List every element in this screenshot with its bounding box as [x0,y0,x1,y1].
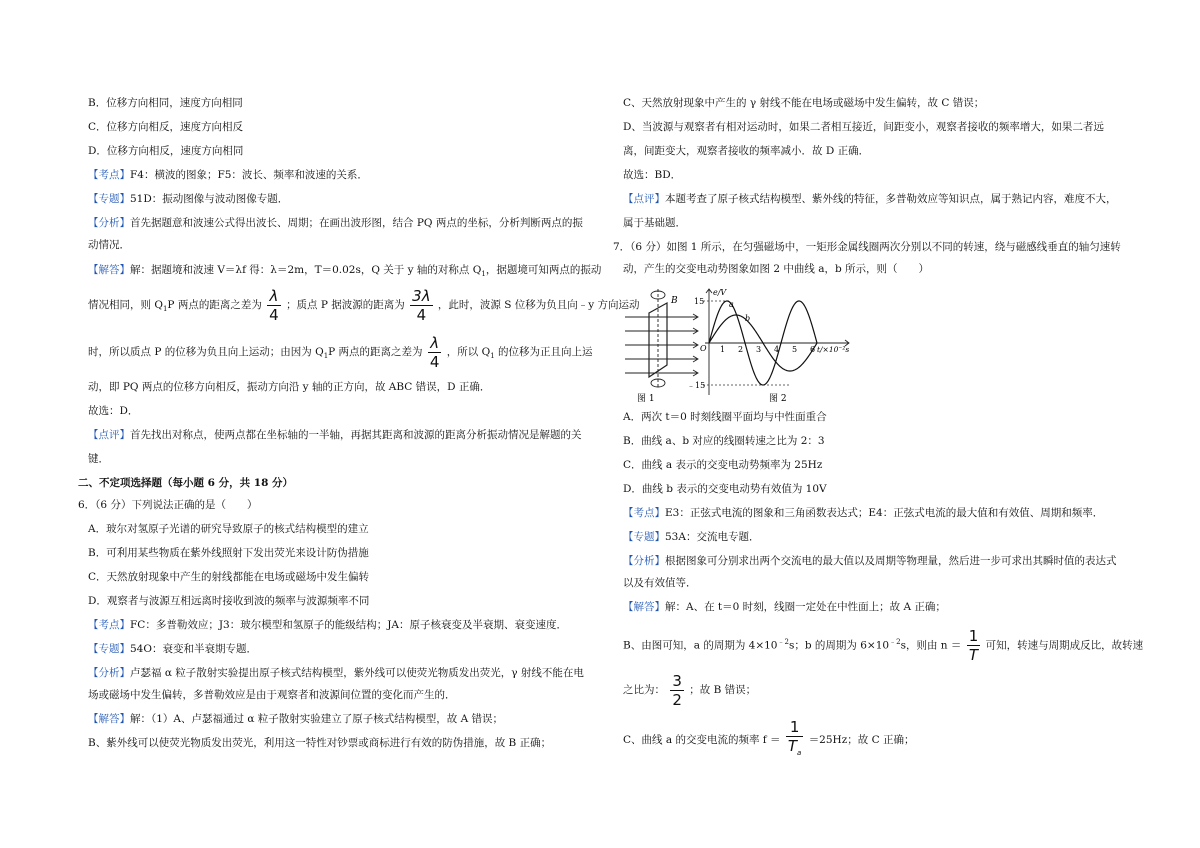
field-label: B [671,296,678,306]
figure-2 [703,289,849,395]
y-axis-label: e/V [713,288,727,297]
tag: 【专题】 [88,643,130,655]
dianping-text: 首先找出对称点，使两点都在坐标轴的一半轴，再据其距离和波源的距离分析振动情况是解题的关 [130,429,582,441]
fraction-1-over-ta [786,718,803,762]
fraction-1-over-t [967,627,981,664]
zhuanti-6 [88,642,257,656]
q6-option-c: C．天然放射现象中产生的射线都能在电场或磁场中发生偏转 [88,571,370,583]
denominator [786,737,803,762]
tag: 【分析】 [88,667,130,679]
text: 本题考查了原子核式结构模型、紫外线的特征，多普勒效应等知识点，属于熟记内容，难度不大， [665,193,1117,205]
tag: 【解答】 [623,601,665,613]
text: ＝25Hz；故 C 正确； [808,734,915,746]
tag: 【考点】 [88,619,130,631]
fenxi-6 [88,666,584,680]
q6-option-b: B．可利用某些物质在紫外线照射下发出荧光来设计防伪措施 [88,547,369,559]
kaodian-line [88,168,368,182]
numerator: 1 [786,718,803,737]
option-c: C．位移方向相反，速度方向相反 [88,121,244,133]
text: P 两点的距离之差为 [167,299,262,311]
kaodian-6 [88,618,567,632]
fenxi-tag: 【分析】 [88,217,130,229]
zhuanti-7 [623,530,759,544]
text: ；故 B 错误； [689,684,757,696]
tick-1: 1 [720,345,726,354]
tick-15: 15 [694,297,705,306]
jieda-tag: 【解答】 [88,264,130,276]
text: ，所以 Q [446,346,491,358]
option-b: B．位移方向相同，速度方向相同 [88,97,243,109]
q6-option-a: A．玻尔对氢原子光谱的研究导致原子的核式结构模型的建立 [88,523,369,535]
text: 53A：交流电专题． [665,531,760,543]
jieda-7-line-4 [623,718,914,762]
tick-6: 6 [810,345,816,354]
tick-3: 3 [756,345,762,354]
curve-a-label: a [729,300,734,309]
text: ，此时，波源 S 位移为负且向﹣y 方向运动 [437,299,640,311]
q6-option-d: D．观察者与波源互相远离时接收到波的频率与波源频率不同 [88,595,370,607]
text: 之比为： [623,684,665,696]
numerator: 1 [968,627,979,645]
fraction-lambda-4b [428,334,442,371]
line-d: D、当波源与观察者有相对运动时，如果二者相互接近，间距变小，观察者接收的频率增大，如果二者远 [623,121,1104,133]
jieda-text: 解：据题境和波速 V＝λf 得：λ＝2m，T＝0.02s，Q 关于 y 轴的对称点 Q [130,264,482,276]
superscript: ﹣2 [777,638,789,646]
text: 解：（1）A、卢瑟福通过 α 粒子散射实验建立了原子核式结构模型，故 A 错误； [130,713,504,725]
text: 可知，转速与周期成反比，故转速 [985,639,1144,652]
numerator: 3 [672,671,682,690]
question-6: 6．（6 分）下列说法正确的是（ ） [78,499,258,511]
section-title: 二、不定项选择题（每小题 6 分，共 18 分） [78,477,294,489]
jieda-7-line-3 [623,670,756,710]
denominator: 2 [672,690,682,709]
text: 时，所以质点 P 的位移为负且向上运动；由因为 Q [88,346,324,358]
text: P 两点的距离之差为 [328,346,423,358]
origin-label: O [700,344,707,353]
subscript: 1 [490,352,495,361]
tick-minus-15: ﹣15 [687,381,706,390]
kaodian-text: F4：横波的图象；F5：波长、频率和波速的关系． [130,169,368,181]
text: s；b 的周期为 6×10 [788,639,890,652]
option-d: D．位移方向相反，速度方向相同 [88,145,244,157]
jieda-7-line-2 [623,622,1143,666]
text: C、曲线 a 的交变电流的频率 f ＝ [623,734,781,746]
jieda-line-4: 动，即 PQ 两点的位移方向相反，振动方向沿 y 轴的正方向，故 ABC 错误，D 正确． [88,381,491,393]
fraction-lambda-4 [267,287,281,324]
line-d-2: 离，间距变大，观察者接收的频率减小．故 D 正确． [623,145,870,157]
text: 解：A、在 t＝0 时刻，线圈一定处在中性面上；故 A 正确； [665,601,946,613]
zhuanti-line [88,192,288,206]
q7-option-d: D．曲线 b 表示的交变电动势有效值为 10V [623,483,827,495]
jieda-line-1 [88,263,601,281]
text: B、由图可知，a 的周期为 4×10 [623,639,778,652]
tag: 【专题】 [623,531,665,543]
tag: 【点评】 [623,193,665,205]
text: 根据图象可分别求出两个交流电的最大值以及周期等物理量，然后进一步可求出其瞬时值的表达式 [665,555,1117,567]
kaodian-7 [623,506,1103,520]
jieda-text-b: ，据题境可知两点的振动 [485,264,602,276]
dianping-tag: 【点评】 [88,429,130,441]
denominator: 4 [416,305,427,324]
tick-2: 2 [738,345,744,354]
denominator: 4 [429,352,440,371]
text: 卢瑟福 α 粒子散射实验提出原子核式结构模型，紫外线可以使荧光物质发出荧光，γ 射线不能在电 [130,667,584,679]
tag: 【考点】 [623,507,665,519]
dianping-line-2: 键． [88,453,109,465]
jieda-line-3 [88,332,593,376]
fraction-3lambda-4 [410,287,432,324]
text: FC：多普勒效应；J3：玻尔模型和氢原子的能级结构；JA：原子核衰变及半衰期、衰变速度． [130,619,567,631]
jieda-line-2 [88,285,640,329]
figure-coil-and-waveform [623,285,853,405]
jieda-7 [623,600,946,614]
text: E3：正弦式电流的图象和三角函数表达式；E4：正弦式电流的最大值和有效值、周期和频率． [665,507,1104,519]
dianping-line-2: 属于基础题． [623,217,686,229]
numerator: λ [428,334,442,353]
tick-5: 5 [792,345,798,354]
line-c: C、天然放射现象中产生的 γ 射线不能在电场或磁场中发生偏转，故 C 错误； [623,97,985,109]
fraction-3-over-2 [670,672,684,709]
tag: 【解答】 [88,713,130,725]
text: 的位移为正且向上运 [494,346,593,358]
x-axis-label: t/×10⁻²s [817,345,850,354]
kaodian-tag: 【考点】 [88,169,130,181]
q7-option-a: A．两次 t＝0 时刻线圈平面均与中性面重合 [623,411,827,423]
figure-1-label: 图 1 [637,394,655,404]
fenxi-line [88,216,583,230]
zhuanti-tag: 【专题】 [88,193,130,205]
subscript: a [797,749,802,757]
dianping-line [623,192,1117,206]
q7-option-c: C．曲线 a 表示的交变电动势频率为 25Hz [623,459,823,471]
fenxi-text: 首先据题意和波速公式得出波长、周期；在画出波形图，结合 PQ 两点的坐标，分析判断两点的振 [130,217,583,229]
jieda-6-line-2: B、紫外线可以使荧光物质发出荧光，利用这一特性对钞票或商标进行有效的防伪措施，故 B 正确； [88,737,552,749]
figure-1 [625,289,698,389]
fenxi-6-line-2: 场或磁场中发生偏转，多普勒效应是由于观察者和波源间位置的变化而产生的． [88,689,456,701]
denominator-t: T [787,737,798,755]
fenxi-7-line-2: 以及有效值等． [623,577,697,589]
subscript: 1 [323,352,329,361]
numerator: 3λ [412,286,431,305]
question-7-line-2: 动，产生的交变电动势图象如图 2 中曲线 a，b 所示，则（ ） [623,263,930,275]
tag: 【分析】 [623,555,665,567]
subscript: 1 [481,270,486,279]
answer-line: 故选：D． [88,405,139,417]
dianping-line [88,428,582,442]
text: 54O：衰变和半衰期专题． [130,643,257,655]
text: 情况相同，则 Q [88,299,163,311]
fenxi-line-2: 动情况． [88,239,130,251]
question-7: 7．（6 分）如图 1 所示，在匀强磁场中，一矩形金属线圈两次分别以不同的转速，绕与磁感线垂直的轴匀速转 [613,241,1121,253]
jieda-6 [88,712,503,726]
denominator: 4 [269,305,279,324]
figure-2-label: 图 2 [769,394,787,404]
superscript: ﹣2 [889,638,901,646]
text: ；质点 P 据波源的距离为 [286,299,405,311]
fenxi-7 [623,554,1117,568]
tick-4: 4 [774,345,780,354]
numerator: λ [267,287,281,306]
zhuanti-text: 51D：振动图像与波动图像专题． [130,193,289,205]
subscript: 1 [162,305,168,314]
curve-b-label: b [745,314,751,323]
answer-line: 故选：BD． [623,169,682,181]
text: s，则由 n ＝ [900,639,962,652]
q7-option-b: B．曲线 a、b 对应的线圈转速之比为 2：3 [623,435,825,447]
denominator: T [968,646,979,664]
